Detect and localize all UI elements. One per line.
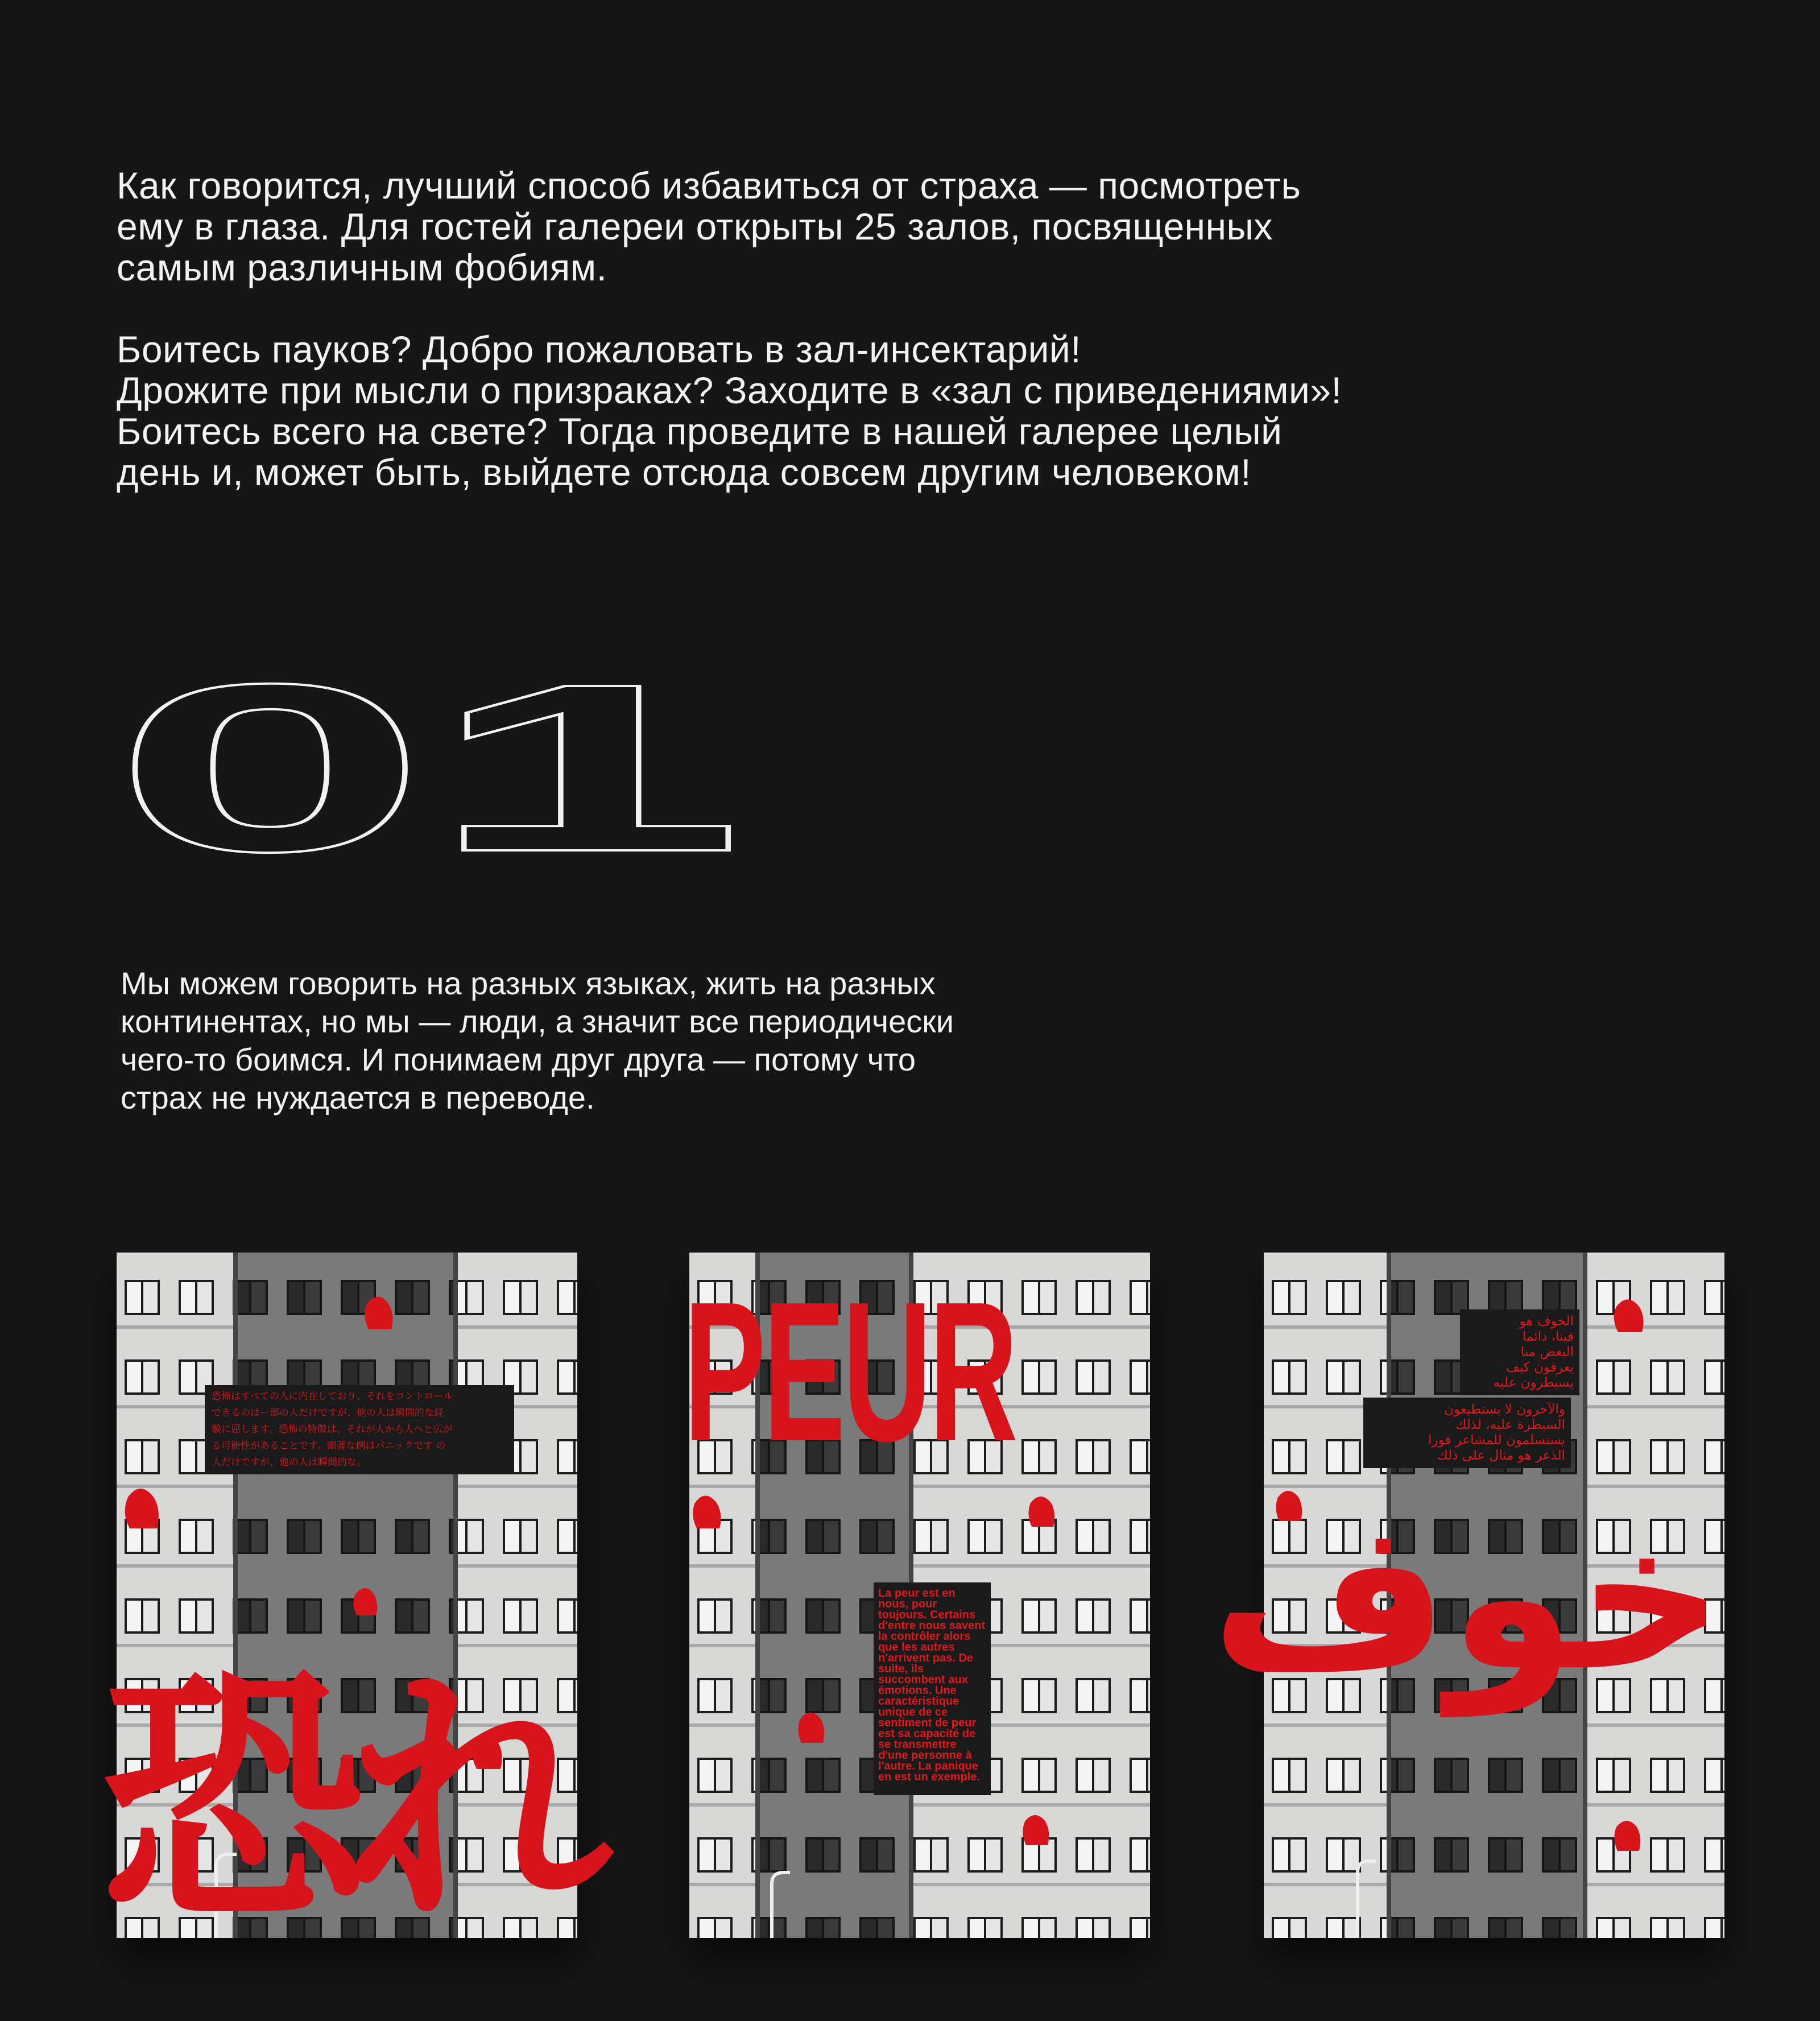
poster-japanese bbox=[100, 1253, 589, 1957]
section-number-01 bbox=[113, 635, 755, 902]
intro-paragraph-2: Боитесь пауков? Добро пожаловать в зал-инсектарий! Дрожите при мысли о призраках? Заходите в «зал с приведениями»! Боитесь всего на свете? Тогда проведите в нашей галерее целый день и, может быть, выйдете отсюда совсем другим человеком! bbox=[117, 328, 1342, 493]
poster-french-headline: PEUR bbox=[684, 1260, 1016, 1483]
poster-french bbox=[684, 1253, 1150, 1938]
section-number-text: 01 bbox=[113, 635, 744, 902]
poster-japanese-headline: 恐れ bbox=[100, 1646, 589, 1957]
poster-arabic-headline: خوف bbox=[1210, 1477, 1724, 1716]
poster-french-body: La peur est en nous, pour toujours. Certains d'entre nous savent la contrôler alors que les autres n'arrivent pas. De suite, ils succombent aux émotions. Une caractéristique unique de ce sentiment de peur est sa capacité de se transmettre d'une personne à l'autre. La panique en est un exemple. bbox=[874, 1582, 991, 1795]
poster-japanese-body: 恐怖はすべての人に内在しており、それをコントロール できるのはー部の人だけですが、他の人は瞬間的な経 験に屈します。恐怖の特徴は、それが人から人へと広が る可能性があることです。顕著な例はパニックです の 人だけですが、他の人は瞬間的な。 bbox=[205, 1385, 514, 1474]
intro-text-block bbox=[117, 165, 1482, 534]
poster-arabic bbox=[1210, 1253, 1724, 1938]
poster-arabic-body-bottom: والآخرون لا يستطيعون السيطرة عليه، لذلك يستسلمون للمشاعر فورا الذعر هو مثال على ذلك bbox=[1363, 1398, 1571, 1468]
section-text: Мы можем говорить на разных языках, жить на разных континентах, но мы — люди, а значит все периодически чего-то боимся. И понимаем друг друга — потому что страх не нуждается в переводе. bbox=[121, 965, 954, 1115]
intro-paragraph-1: Как говорится, лучший способ избавиться от страха — посмотреть ему в глаза. Для гостей галереи открыты 25 залов, посвященных самым различным фобиям. bbox=[117, 164, 1301, 288]
poster-arabic-body-top: الخوف هو فينا، دائما البعض منا يعرفون كيف يسيطرون عليه bbox=[1460, 1309, 1579, 1395]
